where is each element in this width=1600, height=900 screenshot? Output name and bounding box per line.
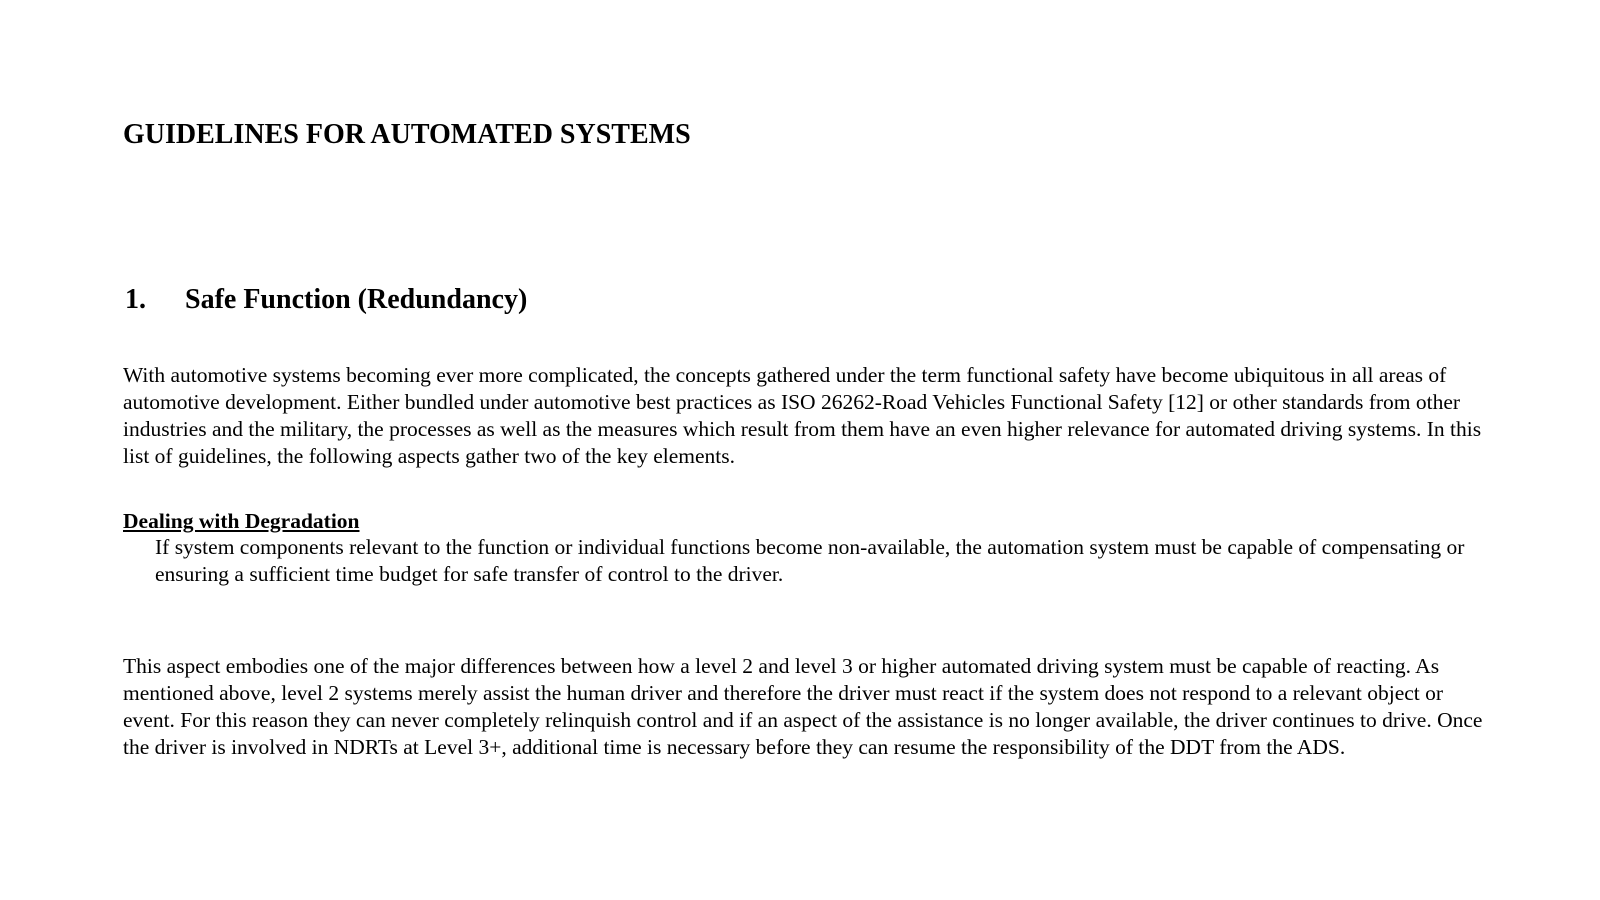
intro-paragraph: With automotive systems becoming ever more complicated, the concepts gathered under the term functional safety have become ubiquitous in all areas of automotive development. Either bundled under automotive best practices as ISO 26262-Road Vehicles Functional Safety [12] or other standards from other industries and the military, the processes as well as the measures which result from them have an even higher relevance for automated driving systems. In this list of guidelines, the following aspects gather two of the key elements. bbox=[123, 363, 1482, 468]
section-heading bbox=[125, 283, 527, 317]
document-title: GUIDELINES FOR AUTOMATED SYSTEMS bbox=[123, 119, 691, 150]
section-title: Safe Function (Redundancy) bbox=[185, 284, 528, 315]
subsection-heading: Dealing with Degradation bbox=[123, 509, 360, 533]
subsection-text: If system components relevant to the function or individual functions become non-available, the automation system must be capable of compensating or ensuring a sufficient time budget for safe transfer of control to the driver. bbox=[155, 535, 1465, 586]
section-number: 1. bbox=[125, 284, 146, 315]
body-paragraph: This aspect embodies one of the major differences between how a level 2 and level 3 or higher automated driving system must be capable of reacting. As mentioned above, level 2 systems merely assist the human driver and therefore the driver must react if the system does not respond to a relevant object or event. For this reason they can never completely relinquish control and if an aspect of the assistance is no longer available, the driver continues to drive. Once the driver is involved in NDRTs at Level 3+, additional time is necessary before they can resume the responsibility of the DDT from the ADS. bbox=[123, 654, 1483, 759]
